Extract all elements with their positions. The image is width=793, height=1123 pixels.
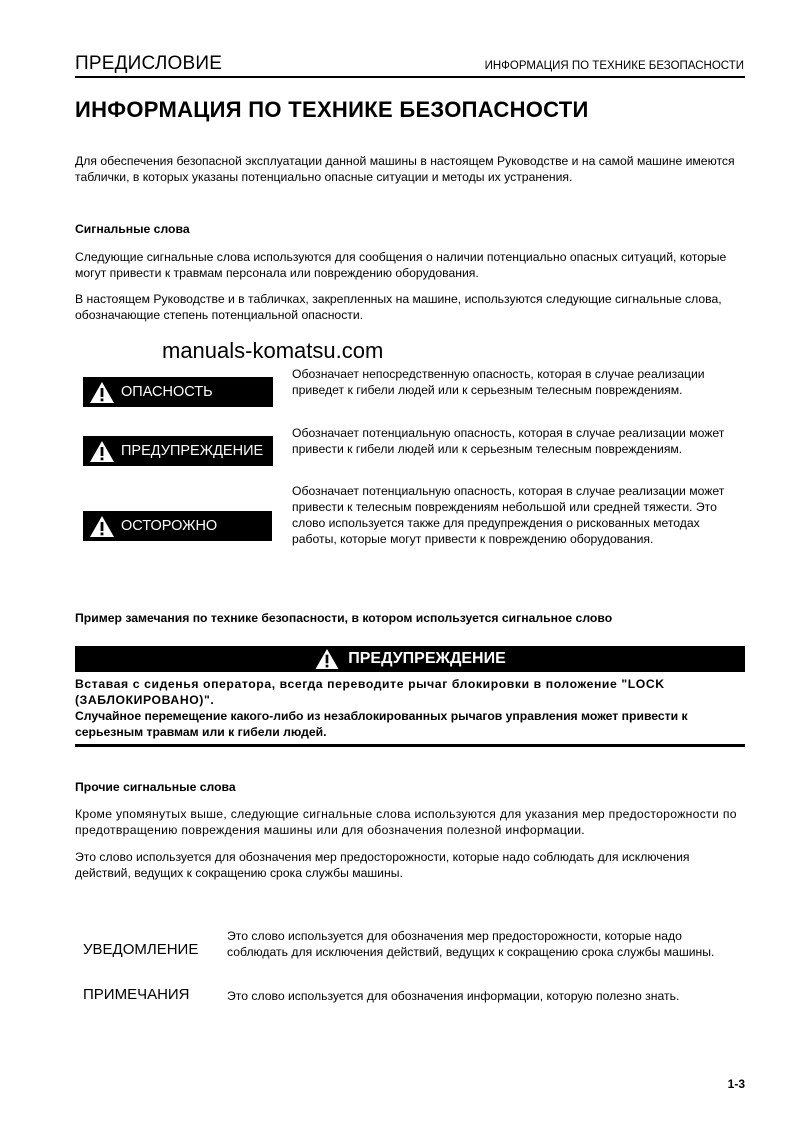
header-divider	[75, 76, 745, 78]
intro-paragraph: Для обеспечения безопасной эксплуатации данной машины в настоящем Руководстве и на самой машине имеются таблички, в которых указаны потенциально опасные ситуации и методы их устранения.	[75, 154, 735, 184]
danger-label: ОПАСНОСТЬ	[121, 384, 213, 400]
caution-label: ОСТОРОЖНО	[121, 518, 218, 534]
notice-term: УВЕДОМЛЕНИЕ	[83, 941, 199, 958]
page-number: 1-3	[727, 1077, 745, 1091]
warning-triangle-icon	[89, 381, 115, 404]
remarks-description: Это слово используется для обозначения информации, которую полезно знать.	[227, 989, 680, 1003]
other-words-heading: Прочие сигнальные слова	[75, 780, 236, 794]
warning-badge	[83, 436, 273, 466]
other-words-paragraph-2: Это слово используется для обозначения мер предосторожности, которые надо соблюдать для исключения действий, ведущих к сокращению срока службы машины.	[75, 850, 690, 880]
example-bottom-rule	[75, 744, 745, 747]
warning-triangle-icon	[89, 440, 115, 463]
other-words-paragraph-1: Кроме упомянутых выше, следующие сигнальные слова используются для указания мер предосторожности по предотвращению повреждения машины или для обозначения полезной информации.	[75, 807, 737, 837]
warning-label: ПРЕДУПРЕЖДЕНИЕ	[121, 443, 264, 459]
danger-description: Обозначает непосредственную опасность, которая в случае реализации приведет к гибели людей или к серьезным телесным повреждениям.	[292, 367, 705, 397]
page-title: ИНФОРМАЦИЯ ПО ТЕХНИКЕ БЕЗОПАСНОСТИ	[75, 97, 589, 122]
section-label: ПРЕДИСЛОВИЕ	[75, 53, 223, 74]
running-title: ИНФОРМАЦИЯ ПО ТЕХНИКЕ БЕЗОПАСНОСТИ	[484, 60, 744, 72]
warning-triangle-icon	[89, 515, 115, 538]
warning-description: Обозначает потенциальную опасность, которая в случае реализации может привести к гибели людей или к серьезным телесным повреждениям.	[292, 426, 725, 456]
signal-words-paragraph-2: В настоящем Руководстве и в табличках, закрепленных на машине, используются следующие сигнальные слова, обозначающие степень потенциальной опасности.	[75, 292, 722, 322]
warning-triangle-icon	[314, 648, 340, 670]
example-line-1: Вставая с сиденья оператора, всегда переводите рычаг блокировки в положение "LOCK (ЗАБЛОКИРОВАНО)".	[75, 677, 665, 707]
danger-badge	[83, 377, 273, 407]
notice-description: Это слово используется для обозначения мер предосторожности, которые надо соблюдать для исключения действий, ведущих к сокращению срока службы машины.	[227, 929, 715, 959]
example-heading: Пример замечания по технике безопасности, в котором используется сигнальное слово	[75, 611, 613, 625]
caution-badge	[83, 511, 272, 541]
watermark: manuals-komatsu.com	[162, 338, 384, 363]
example-warning-text	[75, 676, 747, 740]
remarks-term: ПРИМЕЧАНИЯ	[83, 986, 190, 1003]
example-banner-label: ПРЕДУПРЕЖДЕНИЕ	[348, 650, 506, 667]
example-line-2: Случайное перемещение какого-либо из незаблокированных рычагов управления может привести к серьезным травмам или к гибели людей.	[75, 709, 688, 739]
example-warning-banner	[75, 646, 745, 672]
signal-words-heading: Сигнальные слова	[75, 222, 190, 236]
caution-description: Обозначает потенциальную опасность, которая в случае реализации может привести к телесным повреждениям небольшой или средней тяжести. Это слово используется также для предупреждения о рискованных методах работы, которые могут привести к повреждению оборудования.	[292, 484, 725, 546]
signal-words-paragraph-1: Следующие сигнальные слова используются для сообщения о наличии потенциально опасных ситуаций, которые могут привести к травмам персонала или повреждению оборудования.	[75, 250, 727, 280]
